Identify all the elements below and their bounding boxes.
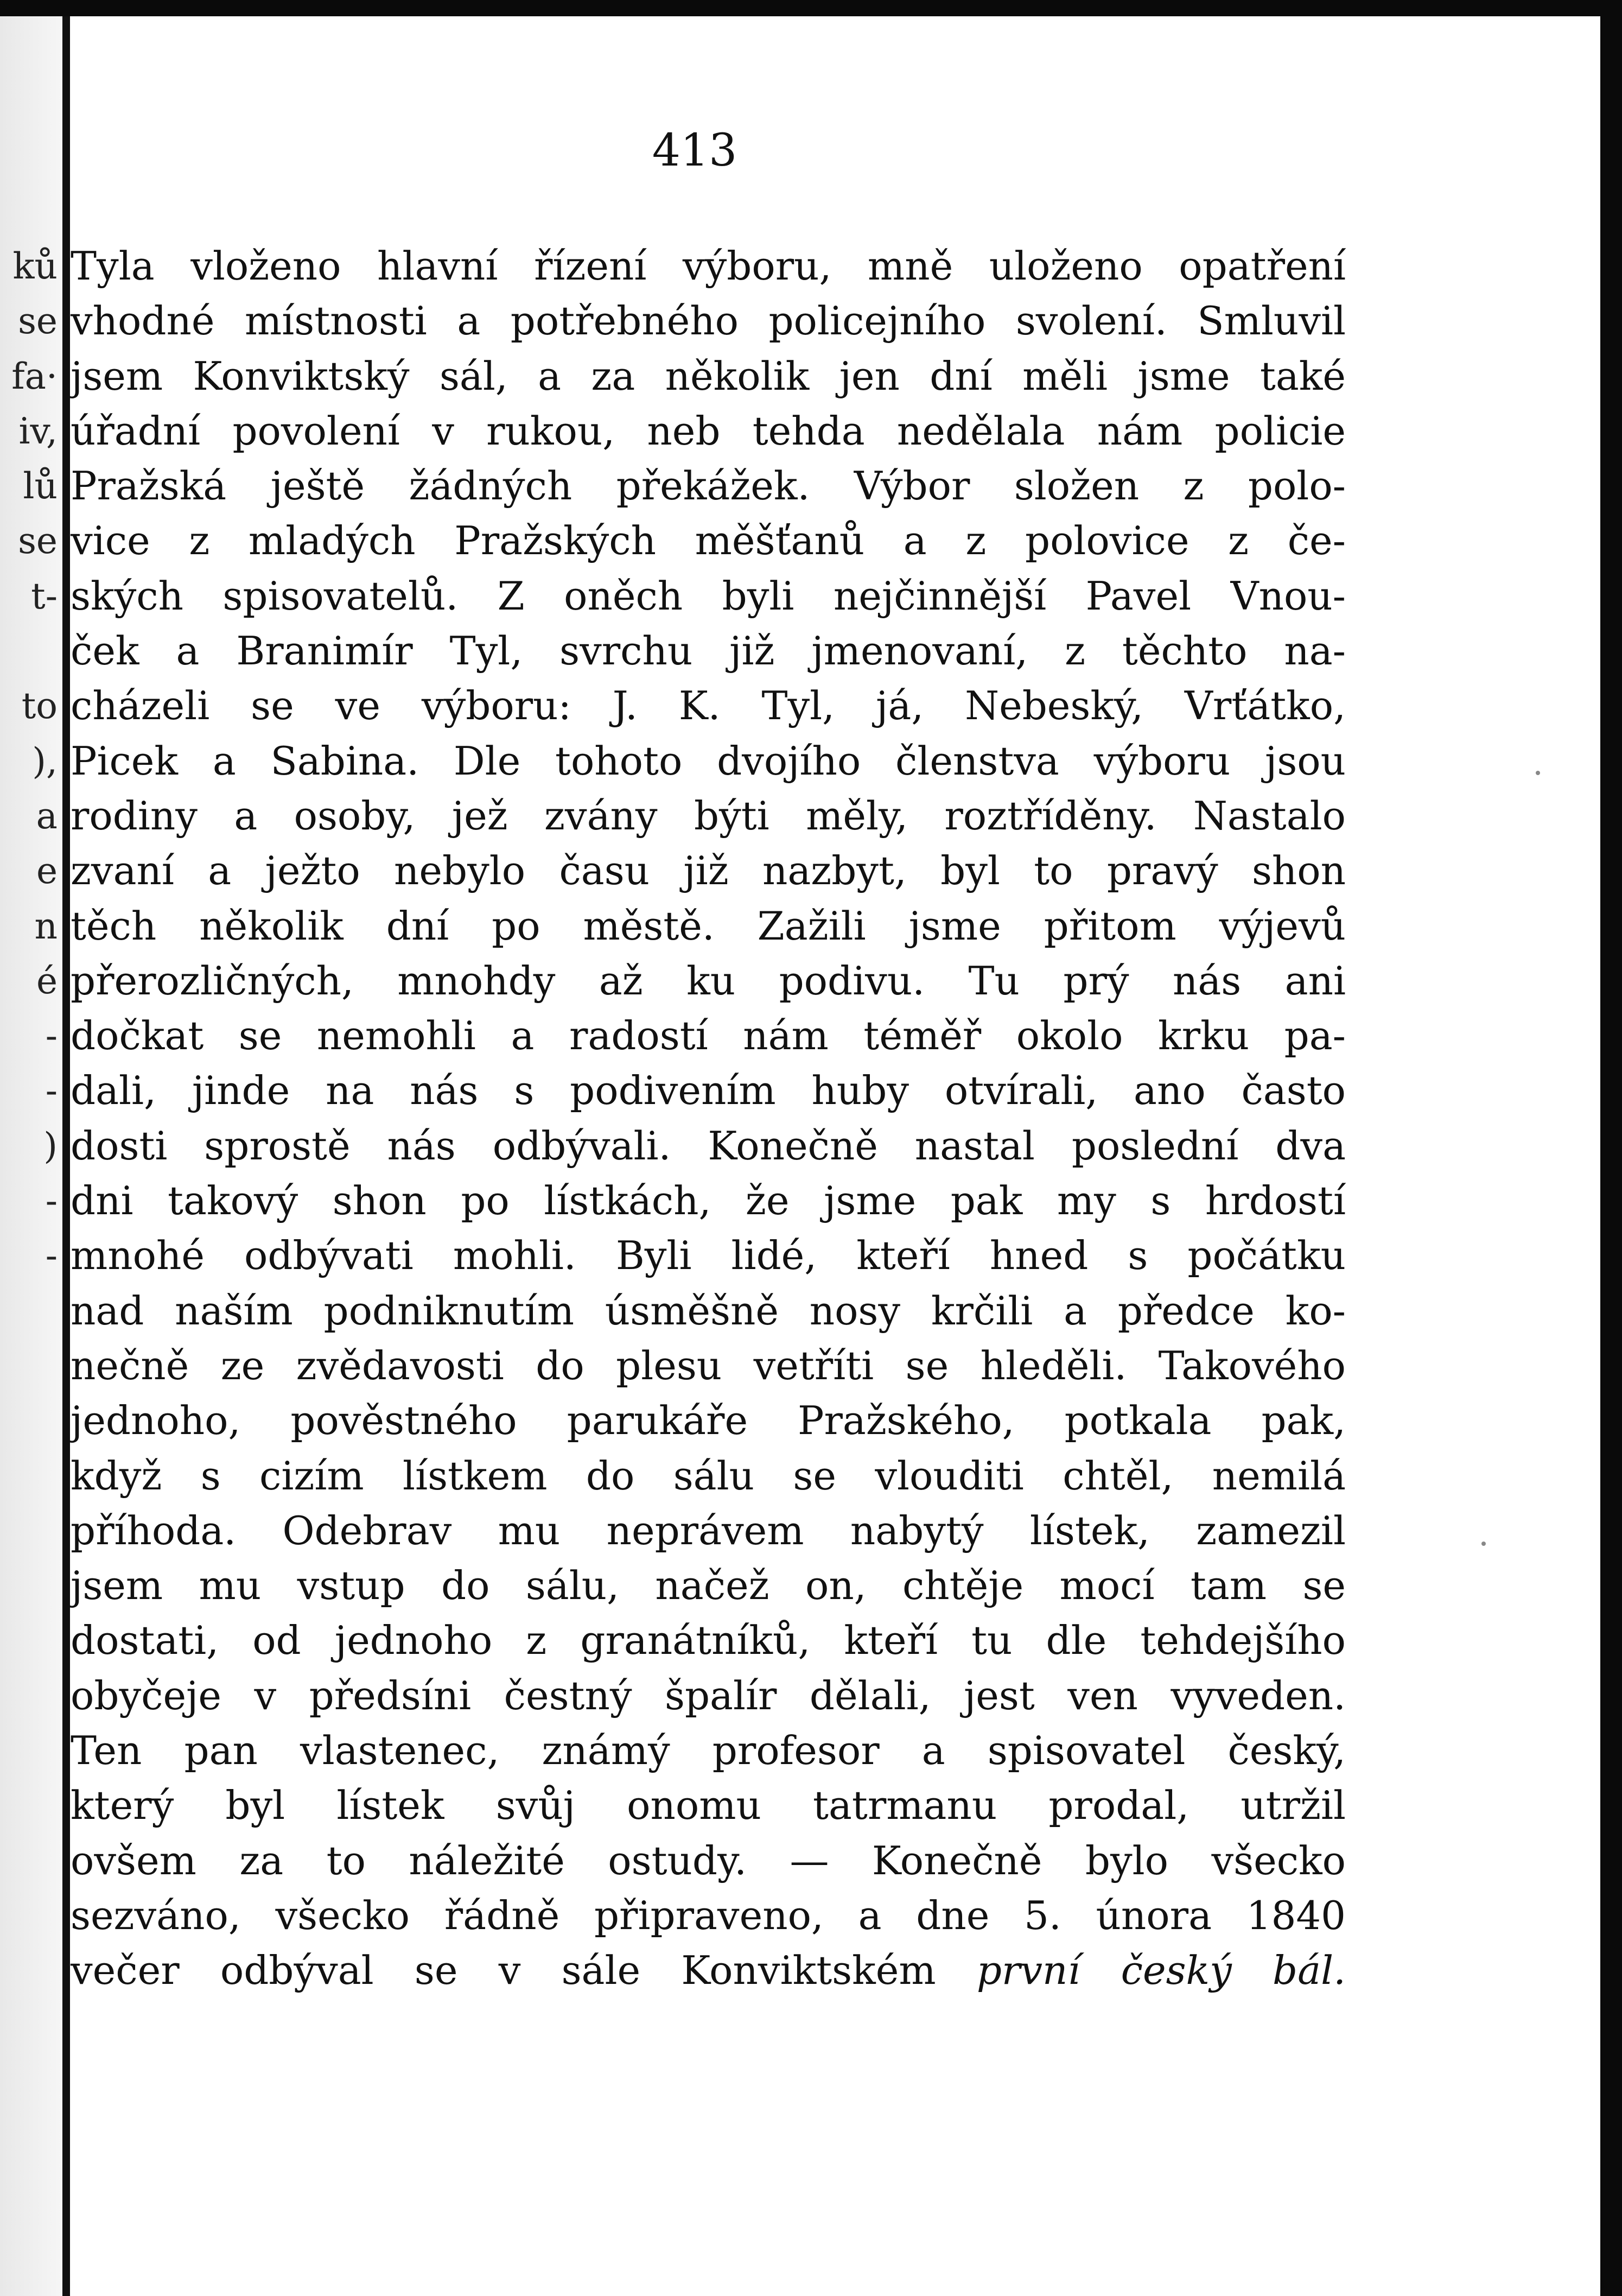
margin-fragment: n (34, 905, 58, 947)
scan-border-right (1600, 0, 1622, 2296)
margin-fragment: se (18, 520, 58, 562)
previous-page-margin (0, 239, 61, 1393)
margin-fragment (0, 624, 61, 678)
text-line: příhoda. Odebrav mu neprávem nabytý lístek, zamezil (71, 1507, 1346, 1553)
scan-speck (1536, 771, 1540, 775)
text-line: úřadní povolení v rukou, neb tehda nedělala nám policie (71, 408, 1346, 454)
margin-fragment: a (36, 795, 58, 837)
text-line: Tyla vloženo hlavní řízení výboru, mně uloženo opatření (71, 243, 1346, 289)
text-line: Ten pan vlastenec, známý profesor a spisovatel český, (71, 1728, 1346, 1774)
margin-fragment: ) (43, 1125, 58, 1167)
margin-fragment: ), (32, 740, 58, 782)
gutter-line (62, 0, 70, 2296)
margin-fragment: é (36, 960, 58, 1002)
margin-fragment: - (45, 1180, 58, 1222)
text-line: dosti sprostě nás odbývali. Konečně nastal poslední dva (71, 1122, 1346, 1169)
text-line: jsem Konviktský sál, a za několik jen dní měli jsme také (71, 353, 1346, 399)
text-line-last-plain: večer odbýval se v sále Konviktském (71, 1948, 977, 1994)
text-line: vhodné místnosti a potřebného policejního svolení. Smluvil (71, 298, 1346, 344)
text-line: dni takový shon po lístkách, že jsme pak my s hrdostí (71, 1178, 1346, 1224)
text-line: dostati, od jednoho z granátníků, kteří tu dle tehdejšího (71, 1618, 1346, 1664)
margin-fragment (0, 1284, 61, 1339)
margin-fragment: to (21, 685, 58, 727)
margin-fragment (0, 1339, 61, 1393)
text-line-last (71, 1943, 1346, 1998)
scan-border-top (0, 0, 1622, 16)
text-line: nečně ze zvědavosti do plesu vetříti se hleděli. Takového (71, 1342, 1346, 1388)
margin-fragment: iv, (18, 410, 58, 452)
text-line: dočkat se nemohli a radostí nám téměř okolo krku pa- (71, 1013, 1346, 1059)
text-line: když s cizím lístkem do sálu se vlouditi chtěl, nemilá (71, 1453, 1346, 1499)
margin-fragment: - (45, 1015, 58, 1057)
margin-fragment: e (36, 850, 58, 892)
margin-fragment: fa· (11, 355, 58, 397)
text-line: který byl lístek svůj onomu tatrmanu prodal, utržil (71, 1783, 1346, 1829)
text-line: jednoho, pověstného parukáře Pražského, potkala pak, (71, 1398, 1346, 1444)
text-line: obyčeje v předsíni čestný špalír dělali, jest ven vyveden. (71, 1672, 1346, 1718)
text-line: mnohé odbývati mohli. Byli lidé, kteří hned s počátku (71, 1233, 1346, 1279)
margin-fragment: se (18, 300, 58, 343)
text-line-last-italic: první český bál. (976, 1948, 1346, 1994)
text-line: těch několik dní po městě. Zažili jsme přitom výjevů (71, 903, 1346, 949)
text-line: jsem mu vstup do sálu, načež on, chtěje mocí tam se (71, 1563, 1346, 1609)
margin-fragment: - (45, 1235, 58, 1277)
body-text (71, 239, 1346, 1999)
margin-fragment: - (45, 1070, 58, 1112)
text-line: vice z mladých Pražských měšťanů a z polovice z če- (71, 518, 1346, 564)
text-line: Picek a Sabina. Dle tohoto dvojího členstva výboru jsou (71, 738, 1346, 784)
text-line: ských spisovatelů. Z oněch byli nejčinnější Pavel Vnou- (71, 573, 1346, 619)
text-line: cházeli se ve výboru: J. K. Tyl, já, Nebeský, Vrťátko, (71, 683, 1346, 729)
text-line: ček a Branimír Tyl, svrchu již jmenovaní, z těchto na- (71, 628, 1346, 674)
margin-fragment: ků (12, 245, 58, 287)
text-line: ovšem za to náležité ostudy. — Konečně bylo všecko (71, 1837, 1346, 1883)
text-line: nad naším podniknutím úsměšně nosy krčili a předce ko- (71, 1287, 1346, 1334)
text-line: dali, jinde na nás s podivením huby otvírali, ano často (71, 1068, 1346, 1114)
page-number: 413 (652, 125, 737, 176)
text-line: rodiny a osoby, jež zvány býti měly, roztříděny. Nastalo (71, 792, 1346, 839)
text-line: sezváno, všecko řádně připraveno, a dne 5. února 1840 (71, 1892, 1346, 1938)
text-line: zvaní a ježto nebylo času již nazbyt, byl to pravý shon (71, 848, 1346, 894)
text-line: přerozličných, mnohdy až ku podivu. Tu prý nás ani (71, 957, 1346, 1004)
margin-fragment: t- (31, 575, 58, 617)
margin-fragment: lů (23, 465, 58, 508)
scan-speck (1481, 1542, 1486, 1546)
text-line: Pražská ještě žádných překážek. Výbor složen z polo- (71, 463, 1346, 509)
